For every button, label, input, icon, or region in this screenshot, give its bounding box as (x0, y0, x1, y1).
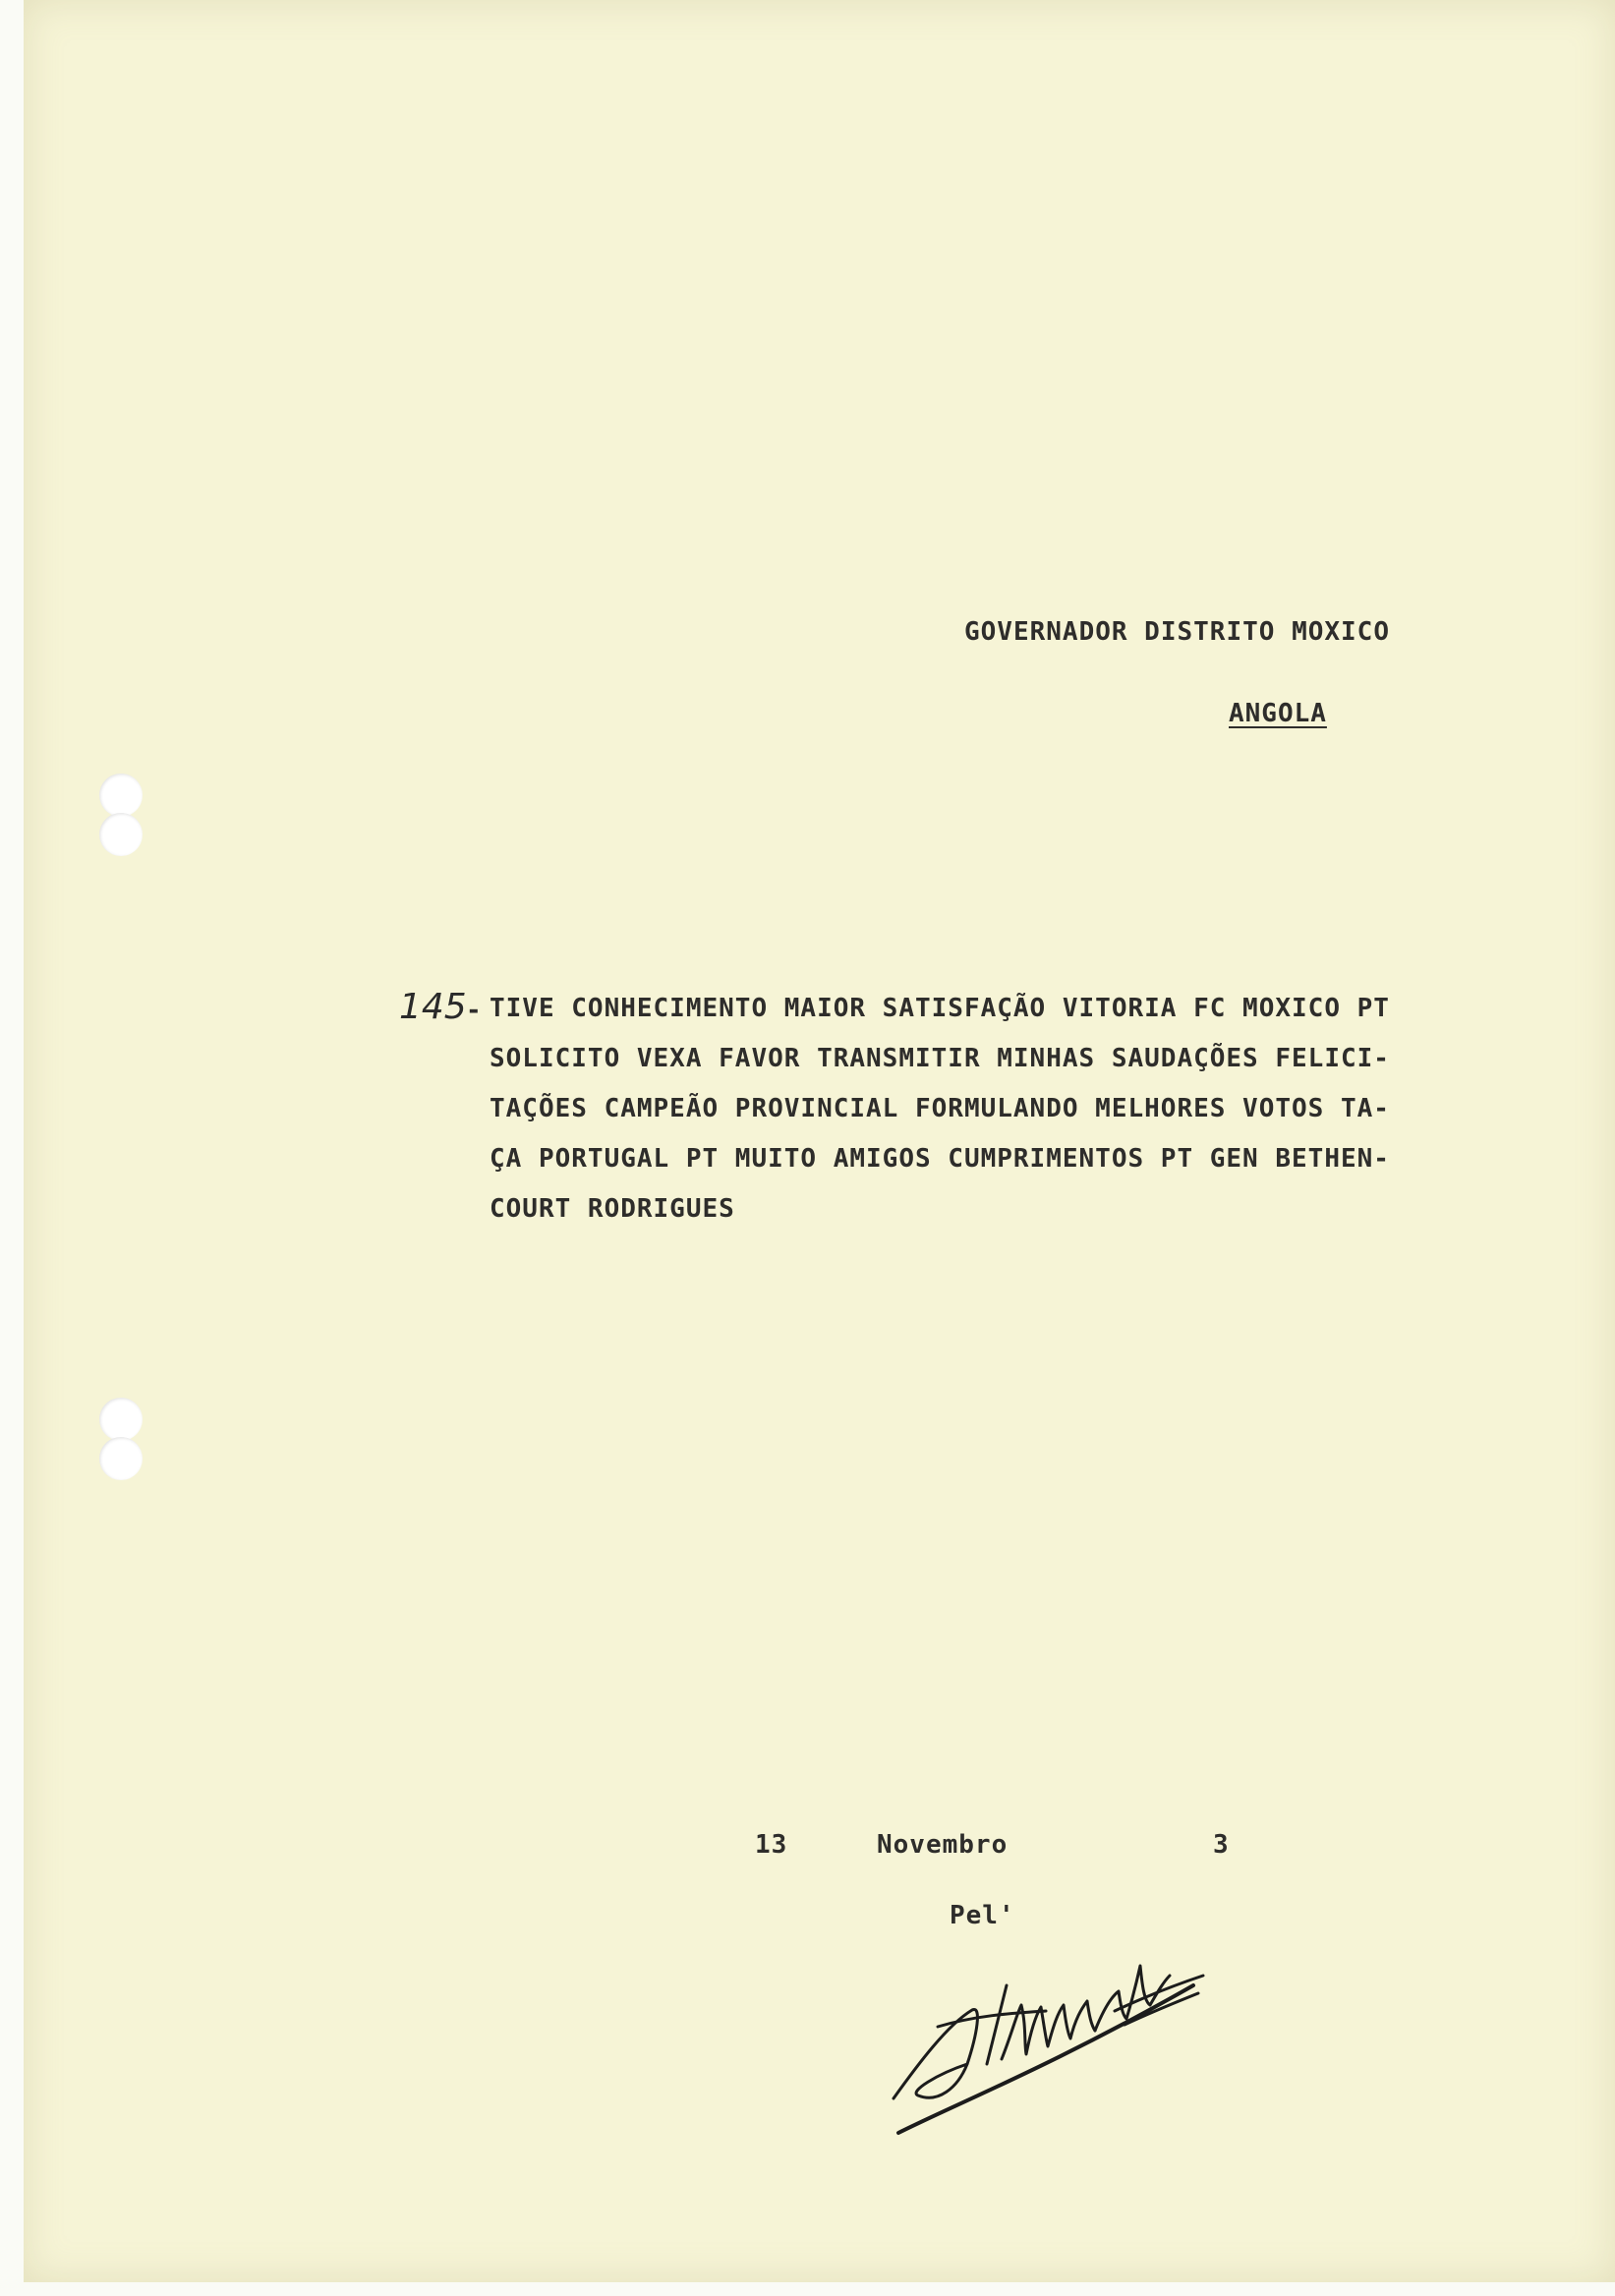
date-day: 13 (755, 1830, 788, 1860)
message-number-dash: - (466, 996, 482, 1025)
message-body (490, 994, 1472, 1244)
signature (879, 1917, 1213, 2152)
message-number: 145 (399, 987, 467, 1027)
recipient-place: ANGOLA (1229, 699, 1327, 728)
message-line: TAÇÕES CAMPEÃO PROVINCIAL FORMULANDO MELHORES VOTOS TA- (490, 1094, 1390, 1123)
message-line: ÇA PORTUGAL PT MUITO AMIGOS CUMPRIMENTOS PT GEN BETHEN- (490, 1144, 1390, 1174)
per-label: Pel' (950, 1901, 1015, 1930)
punch-hole (99, 774, 143, 856)
signature-underline (898, 1985, 1193, 2133)
recipient-name: GOVERNADOR DISTRITO MOXICO (964, 617, 1390, 647)
message-line: SOLICITO VEXA FAVOR TRANSMITIR MINHAS SAUDAÇÕES FELICI- (490, 1044, 1390, 1073)
punch-hole (99, 1398, 143, 1480)
message-line: COURT RODRIGUES (490, 1194, 735, 1224)
date-number: 3 (1213, 1830, 1230, 1860)
signature-stroke (894, 2009, 977, 2098)
document-page (24, 0, 1615, 2282)
message-line: TIVE CONHECIMENTO MAIOR SATISFAÇÃO VITORIA FC MOXICO PT (490, 994, 1390, 1023)
signature-stroke (987, 1985, 1095, 2064)
date-month: Novembro (877, 1830, 1009, 1860)
